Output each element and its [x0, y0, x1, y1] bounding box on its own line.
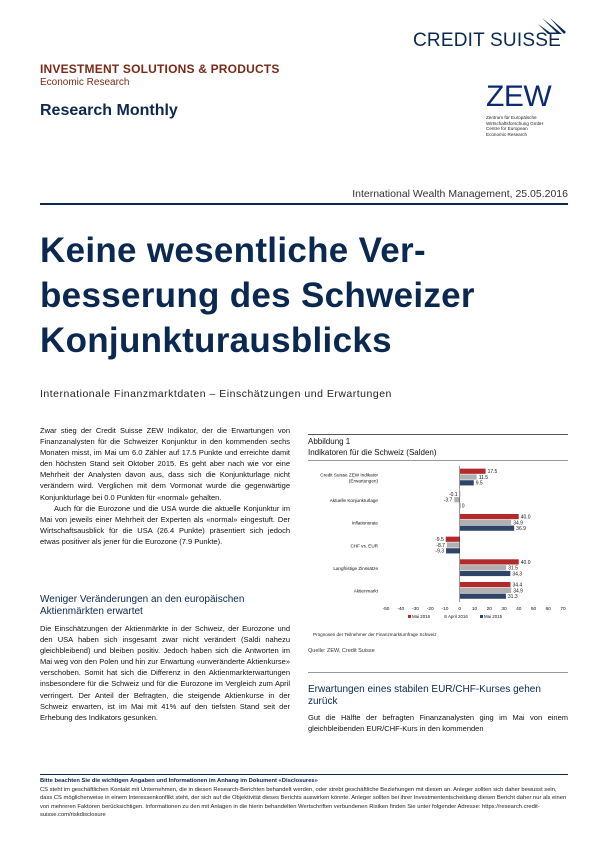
figure-title: Indikatoren für die Schweiz (Salden) — [308, 448, 437, 457]
x-tick-label: -50 — [382, 607, 390, 612]
x-tick-label: 60 — [545, 607, 551, 612]
bar-chart — [308, 462, 568, 640]
bar — [460, 588, 511, 593]
footer-divider — [40, 774, 568, 775]
data-label: -0.1 — [448, 491, 458, 498]
page-title — [40, 228, 560, 363]
data-label: 0 — [461, 503, 465, 510]
x-tick-label: 30 — [501, 607, 507, 612]
bar — [460, 582, 511, 587]
legend-label: April 2016 — [448, 614, 468, 619]
section-heading: Erwartungen eines stabilen EUR/CHF-Kurses gehen zurück — [308, 684, 541, 707]
headline-line: besserung des Schweizer — [40, 276, 475, 315]
paragraph: Gut die Hälfte der befragten Finanzanalysten ging im Mai von einem gleichbleibenden EUR/CHF-Kurs in den kommenden — [308, 713, 568, 734]
paragraph: Auch für die Eurozone und die USA wurde die aktuelle Konjunktur im Mai von jeweils einer Mehrheit der Experten als «normal» eingestuft. Der Wirtschaftsausblick für die USA (26.4 Punkte) präsentiert sich jedoch etwas positiver als jener für die Eurozone (7.9 Punkte). — [40, 503, 290, 546]
department-label: INVESTMENT SOLUTIONS & PRODUCTS — [40, 62, 280, 76]
body-text-equities — [40, 623, 290, 723]
disclosure-footer — [40, 777, 568, 820]
headline-line: Keine wesentliche Ver- — [40, 231, 426, 270]
headline-line: Konjunkturausblicks — [40, 321, 392, 360]
bar — [460, 571, 511, 576]
category-label: Aktienmarkt — [353, 588, 378, 594]
data-label: 34.4 — [512, 582, 523, 589]
x-tick-label: 10 — [471, 607, 478, 612]
category-label: (Erwartungen) — [348, 478, 378, 484]
bar — [460, 565, 506, 570]
data-label: 31.5 — [508, 565, 518, 572]
x-tick-label: -10 — [441, 607, 449, 612]
data-label: -9.3 — [435, 548, 445, 555]
zew-logo-text: Zentrum für Europäische Wirtschaftsforschung GmbH Centre for European Economic Research — [486, 115, 544, 137]
x-tick-label: 0 — [458, 607, 462, 612]
series-title: Research Monthly — [40, 102, 178, 119]
figure-label: Abbildung 1 — [308, 437, 351, 446]
legend-label: Mai 2016 — [412, 614, 431, 619]
data-label: 9.5 — [475, 480, 483, 487]
bar — [446, 537, 460, 542]
category-label: CHF vs. EUR — [350, 543, 378, 549]
sails-icon — [536, 16, 568, 36]
chart-footnote: Prognosen der Teilnehmer der Finanzmarktumfrage Schweiz — [313, 632, 437, 637]
bar — [460, 526, 514, 531]
bar — [460, 469, 486, 474]
category-label: Credit Suisse ZEW Indikator — [320, 472, 378, 478]
data-label: -3.7 — [443, 497, 453, 504]
x-tick-label: 40 — [516, 607, 522, 612]
data-label: 17.5 — [487, 469, 498, 476]
disclosure-text: CS steht im geschäftlichen Kontakt mit Unternehmen, die in diesen Research-Berichten behandelt werden, oder strebt geschäftliche Beziehungen mit diesen an. Anleger sollten sich daher bewusst sein, dass CS möglicherweise in einem Interessenkonflikt steht, der sich auf die Objektivität dieses Berichts auswirken könnte. Anleger sollten bei ihrer Investmententscheidung diesen Bericht daher nur als einen von mehreren Faktoren berücksichtigen. Informationen zu den mit Anlagen in die hierin behandelten Wertschriften verbundenen Risiken finden Sie unter folgender Adresse: https://research.credit-suisse.com/riskdisclosure — [40, 786, 567, 819]
data-label: 34.9 — [513, 588, 523, 595]
bar — [446, 548, 460, 553]
paragraph: Zwar stieg der Credit Suisse ZEW Indikator, der die Erwartungen von Finanzanalysten für die Schweizer Konjunktur in den kommenden sechs Monaten misst, im Mai um 6.0 Zähler auf 17.5 Punkte und erreichte damit den höchsten Stand seit Oktober 2015. Es geht aber nach wie vor eine Mehrheit der Analysten davon aus, dass sich die Konjunkturlage nicht verändern wird. Verglichen mit dem Vormonat wurde die gegenwärtige Konjunkturlage bei 0.0 Punkten für «normal» gehalten. — [40, 426, 290, 502]
figure-divider — [308, 672, 568, 673]
section-heading: Weniger Veränderungen an den europäischen Aktienmärkten erwartet — [40, 594, 245, 617]
figure-source: Quelle: ZEW, Credit Suisse — [308, 648, 375, 654]
legend-label: Mai 2015 — [484, 614, 503, 619]
category-label: Langfristige Zinssätze — [333, 566, 378, 571]
divider — [40, 203, 568, 205]
bar — [460, 520, 511, 525]
data-label: -9.5 — [435, 537, 444, 544]
category-label: Inflationsrate — [351, 520, 378, 526]
subdepartment-label: Economic Research — [40, 77, 130, 88]
data-label: -8.7 — [436, 542, 445, 549]
legend-swatch — [444, 615, 447, 618]
category-label: Aktuelle Konjunkturlage — [329, 498, 378, 503]
data-label: 40.0 — [520, 559, 531, 566]
data-label: 11.5 — [478, 474, 489, 481]
zew-logo: ZEW — [486, 80, 552, 113]
body-text-intro — [40, 425, 290, 547]
figure-divider — [308, 434, 568, 435]
credit-suisse-logo: CREDIT SUISSE — [413, 30, 561, 51]
x-tick-label: 70 — [560, 607, 566, 612]
x-tick-label: 20 — [486, 607, 492, 612]
disclosure-heading: Bitte beachten Sie die wichtigen Angaben und Informationen im Anhang im Dokument «Disclosures» — [40, 778, 318, 784]
paragraph: Die Einschätzungen der Aktienmärkte in der Schweiz, der Eurozone und den USA haben sich insgesamt zwar nicht verändert (Saldi nahezu gleichbleibend) und bleiben positiv. Jedoch haben sich die Antworten im Mai weg von den Polen und hin zur Erwartung «unveränderte Aktienkurse» verschoben. Somit hat sich die Differenz in den Aktienmarkterwartungen insbesondere für die Schweiz und für die Eurozone im Vergleich zum April verringert. Der Anteil der Befragten, die steigende Aktienkurse in der Schweiz erwarten, ist im Mai mit 41% auf den tiefsten Stand seit der Erhebung des Indikators gesunken. — [40, 624, 290, 722]
data-label: 34.3 — [512, 571, 523, 578]
figure-divider — [308, 460, 568, 461]
x-tick-label: -20 — [426, 607, 434, 612]
bar — [460, 594, 506, 599]
legend-swatch — [480, 615, 483, 618]
bar — [447, 542, 460, 547]
x-tick-label: -30 — [412, 607, 419, 612]
bar — [460, 480, 474, 485]
bar — [460, 514, 519, 519]
x-tick-label: 50 — [530, 607, 537, 612]
data-label: 31.3 — [507, 594, 518, 601]
bar — [454, 497, 459, 502]
body-text-chf — [308, 712, 568, 734]
data-label: 34.9 — [513, 520, 523, 527]
legend-swatch — [408, 615, 411, 618]
data-label: 40.0 — [520, 514, 531, 521]
x-tick-label: -40 — [397, 607, 405, 612]
subtitle: Internationale Finanzmarktdaten – Einschätzungen und Erwartungen — [40, 388, 392, 400]
bar — [460, 474, 477, 479]
dateline: International Wealth Management, 25.05.2016 — [352, 188, 568, 200]
data-label: 36.9 — [516, 526, 526, 533]
bar — [460, 559, 519, 564]
